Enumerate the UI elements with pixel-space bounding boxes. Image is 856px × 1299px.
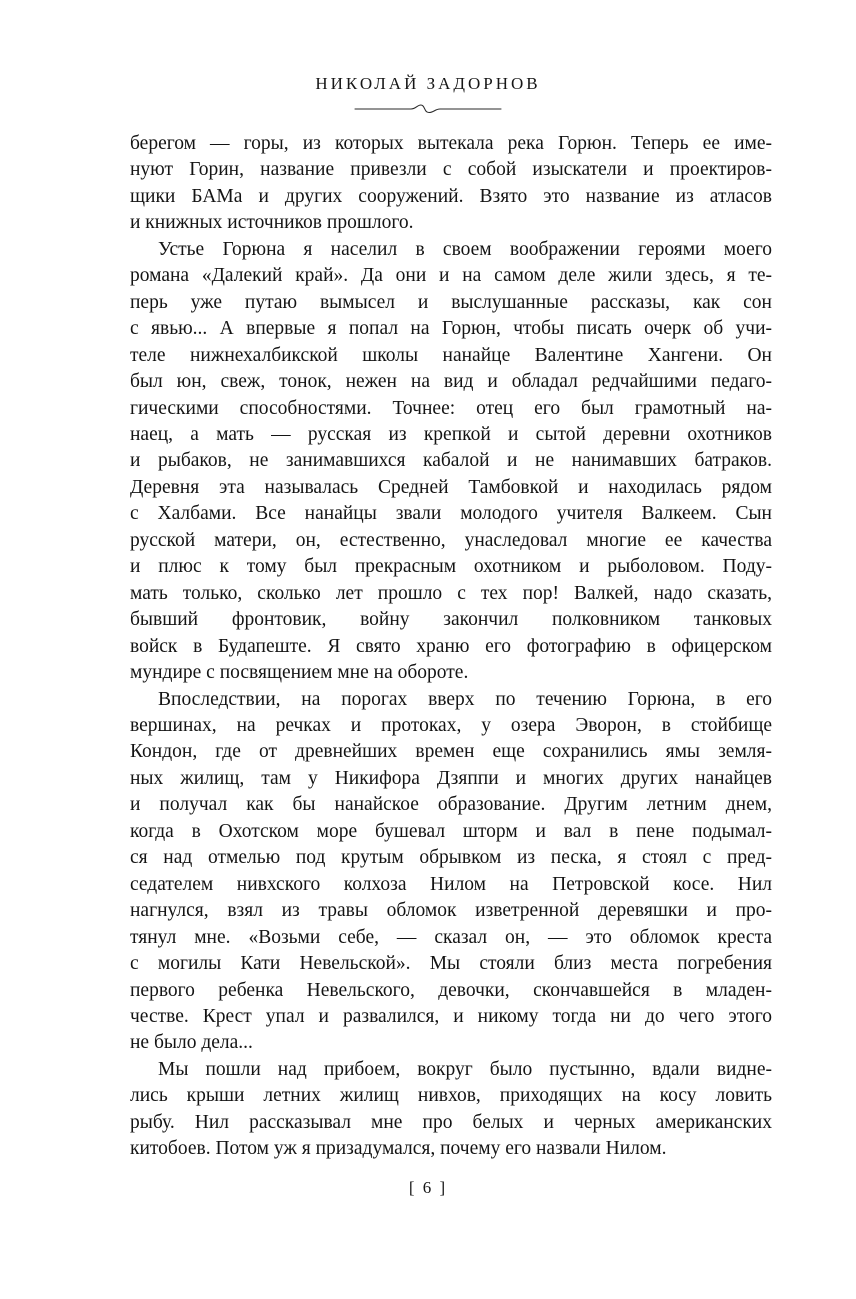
header-ornament bbox=[353, 102, 503, 116]
text-line: вершинах, на речках и протоках, у озера Эворон, в стойбище bbox=[130, 714, 772, 736]
text-line: с Халбами. Все нанайцы звали молодого учителя Валкеем. Сын bbox=[130, 503, 772, 525]
text-line: наец, а мать — русская из крепкой и сытой деревни охотников bbox=[130, 423, 772, 445]
text-line: романа «Далекий край». Да они и на самом деле жили здесь, я те- bbox=[130, 265, 772, 287]
text-line: когда в Охотском море бушевал шторм и вал в пене подымал- bbox=[130, 820, 772, 842]
text-line: Кондон, где от древнейших времен еще сохранились ямы земля- bbox=[130, 741, 772, 763]
text-line: китобоев. Потом уж я призадумался, почему его назвали Нилом. bbox=[130, 1138, 667, 1160]
text-line: нагнулся, взял из травы обломок изветренной деревяшки и про- bbox=[130, 900, 772, 922]
text-line: первого ребенка Невельского, девочки, скончавшейся в младен- bbox=[130, 979, 772, 1001]
text-line: был юн, свеж, тонок, нежен на вид и обладал редчайшими педаго- bbox=[130, 371, 772, 393]
running-header: НИКОЛАЙ ЗАДОРНОВ bbox=[315, 74, 541, 93]
text-line: Впоследствии, на порогах вверх по течению Горюна, в его bbox=[158, 688, 772, 710]
text-line: перь уже путаю вымысел и выслушанные рассказы, как сон bbox=[130, 291, 772, 313]
text-line: мать только, сколько лет прошло с тех пор! Валкей, надо сказать, bbox=[130, 582, 772, 604]
text-line: мундире с посвящением мне на обороте. bbox=[130, 662, 469, 684]
text-line: нуют Горин, название привезли с собой изыскатели и проектиров- bbox=[130, 159, 772, 181]
text-line: честве. Крест упал и развалился, и никому тогда ни до чего этого bbox=[130, 1005, 772, 1027]
text-line: и плюс к тому был прекрасным охотником и рыболовом. Поду- bbox=[130, 556, 772, 578]
text-line: тянул мне. «Возьми себе, — сказал он, — это обломок креста bbox=[130, 926, 772, 948]
text-line: ных жилищ, там у Никифора Дзяппи и многих других нанайцев bbox=[130, 767, 772, 789]
text-line: теле нижнехалбикской школы нанайце Валентине Хангени. Он bbox=[130, 344, 772, 366]
page-number: [ 6 ] bbox=[408, 1178, 448, 1197]
text-line: бывший фронтовик, войну закончил полковником танковых bbox=[130, 609, 772, 631]
text-line: Устье Горюна я населил в своем воображении героями моего bbox=[158, 238, 772, 260]
text-line: и книжных источников прошлого. bbox=[130, 212, 414, 234]
text-line: Деревня эта называлась Средней Тамбовкой и находилась рядом bbox=[130, 476, 772, 498]
text-line: берегом — горы, из которых вытекала река Горюн. Теперь ее име- bbox=[130, 133, 772, 154]
text-line: не было дела... bbox=[130, 1032, 253, 1054]
text-line: щики БАМа и других сооружений. Взято это название из атласов bbox=[130, 185, 772, 207]
text-line: лись крыши летних жилищ нивхов, приходящих на косу ловить bbox=[130, 1085, 772, 1107]
text-line: седателем нивхского колхоза Нилом на Петровской косе. Нил bbox=[130, 873, 772, 895]
text-line: гическими способностями. Точнее: отец его был грамотный на- bbox=[130, 397, 772, 419]
text-line: с могилы Кати Невельской». Мы стояли близ места погребения bbox=[130, 953, 772, 975]
text-line: с явью... А впервые я попал на Горюн, чтобы писать очерк об учи- bbox=[130, 318, 772, 340]
text-line: рыбу. Нил рассказывал мне про белых и черных американских bbox=[130, 1111, 772, 1133]
text-line: и получал как бы нанайское образование. Другим летним днем, bbox=[130, 794, 772, 816]
text-line: ся над отмелью под крутым обрывком из песка, я стоял с пред- bbox=[130, 847, 772, 869]
text-line: войск в Будапеште. Я свято храню его фотографию в офицерском bbox=[130, 635, 772, 657]
text-line: и рыбаков, не занимавшихся кабалой и не нанимавших батраков. bbox=[130, 450, 772, 472]
text-line: Мы пошли над прибоем, вокруг было пустынно, вдали видне- bbox=[158, 1058, 772, 1080]
text-line: русской матери, он, естественно, унаследовал многие ее качества bbox=[130, 529, 772, 551]
page-body bbox=[130, 131, 772, 1163]
